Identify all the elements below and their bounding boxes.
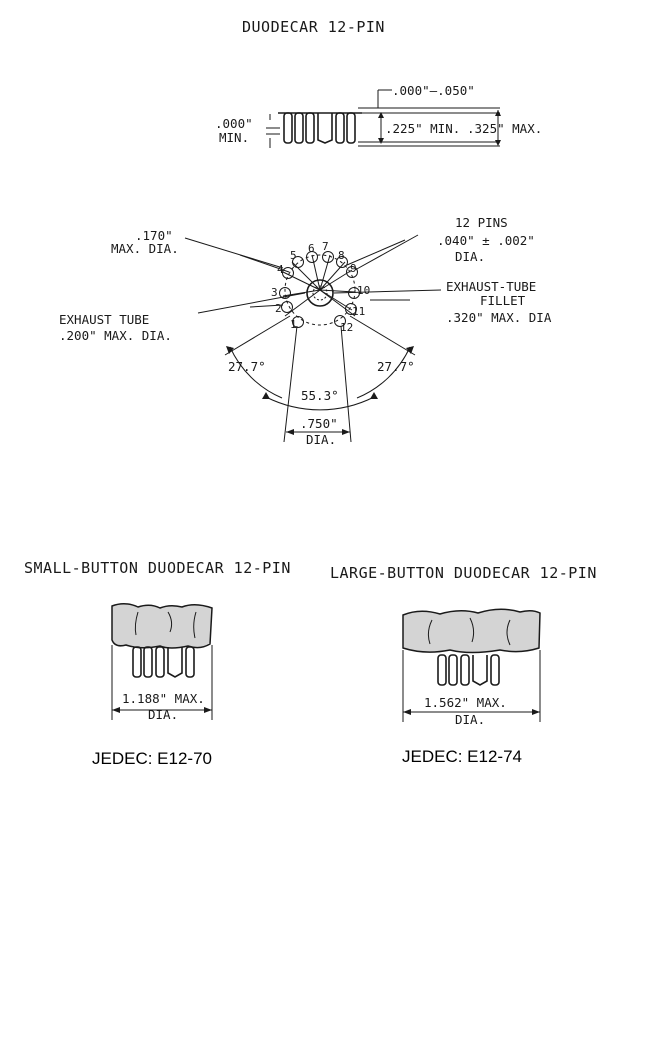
circle-dia-value: .750": [300, 416, 338, 431]
pin-number: 5: [290, 249, 297, 262]
pin-number: 11: [352, 305, 366, 318]
small-button-body: [112, 604, 212, 648]
side-min-value: .000": [215, 116, 253, 131]
large-button-dim: 1.562" MAX.: [424, 695, 507, 710]
pin-number: 12: [340, 321, 354, 334]
side-range: .000"—.050": [392, 83, 475, 98]
large-button-view: [330, 564, 597, 766]
angle-right: 27.7°: [377, 359, 415, 374]
pin-number: 9: [350, 262, 357, 275]
small-button-jedec: JEDEC: E12-70: [92, 749, 212, 768]
circle-dia-label: DIA.: [306, 432, 337, 447]
pin-number: 7: [322, 240, 329, 253]
bottom-view: [59, 215, 552, 447]
fillet-label-2: FILLET: [480, 293, 526, 308]
pins-dia-label: DIA.: [455, 249, 486, 264]
large-button-dim-label: DIA.: [455, 712, 486, 727]
side-view-pins: [278, 113, 362, 143]
pin-number: 6: [308, 242, 315, 255]
pin-dia-value: .170": [135, 228, 173, 243]
pin-ring: [280, 252, 360, 328]
angle-gap: 55.3°: [301, 388, 339, 403]
small-button-title: SMALL-BUTTON DUODECAR 12-PIN: [24, 559, 291, 577]
pin-number: 2: [275, 302, 282, 315]
exhaust-tube-dia: .200" MAX. DIA.: [59, 328, 172, 343]
large-button-title: LARGE-BUTTON DUODECAR 12-PIN: [330, 564, 597, 582]
large-button-jedec: JEDEC: E12-74: [402, 747, 522, 766]
pin-number: 8: [338, 249, 345, 262]
fillet-label: EXHAUST-TUBE: [446, 279, 537, 294]
pin-dia-label: MAX. DIA.: [111, 241, 179, 256]
pin-number: 3: [271, 286, 278, 299]
small-button-dim: 1.188" MAX.: [122, 691, 205, 706]
exhaust-tube-label: EXHAUST TUBE: [59, 312, 150, 327]
angle-left: 27.7°: [228, 359, 266, 374]
side-view: [215, 83, 542, 148]
main-title: DUODECAR 12-PIN: [242, 18, 385, 36]
side-pin-min: .225" MIN.: [385, 121, 461, 136]
pin-number: 10: [357, 284, 371, 297]
pin-number: 1: [290, 318, 297, 331]
pin-number: 4: [277, 263, 284, 276]
pins-tolerance: .040" ± .002": [437, 233, 535, 248]
side-pin-max: .325" MAX.: [467, 121, 543, 136]
small-button-view: [24, 559, 291, 768]
small-button-dim-label: DIA.: [148, 707, 179, 722]
side-min-label: MIN.: [219, 130, 250, 145]
pin-2: [282, 302, 293, 313]
pins-count: 12 PINS: [455, 215, 508, 230]
large-button-body: [403, 609, 540, 652]
fillet-dia: .320" MAX. DIA: [446, 310, 552, 325]
